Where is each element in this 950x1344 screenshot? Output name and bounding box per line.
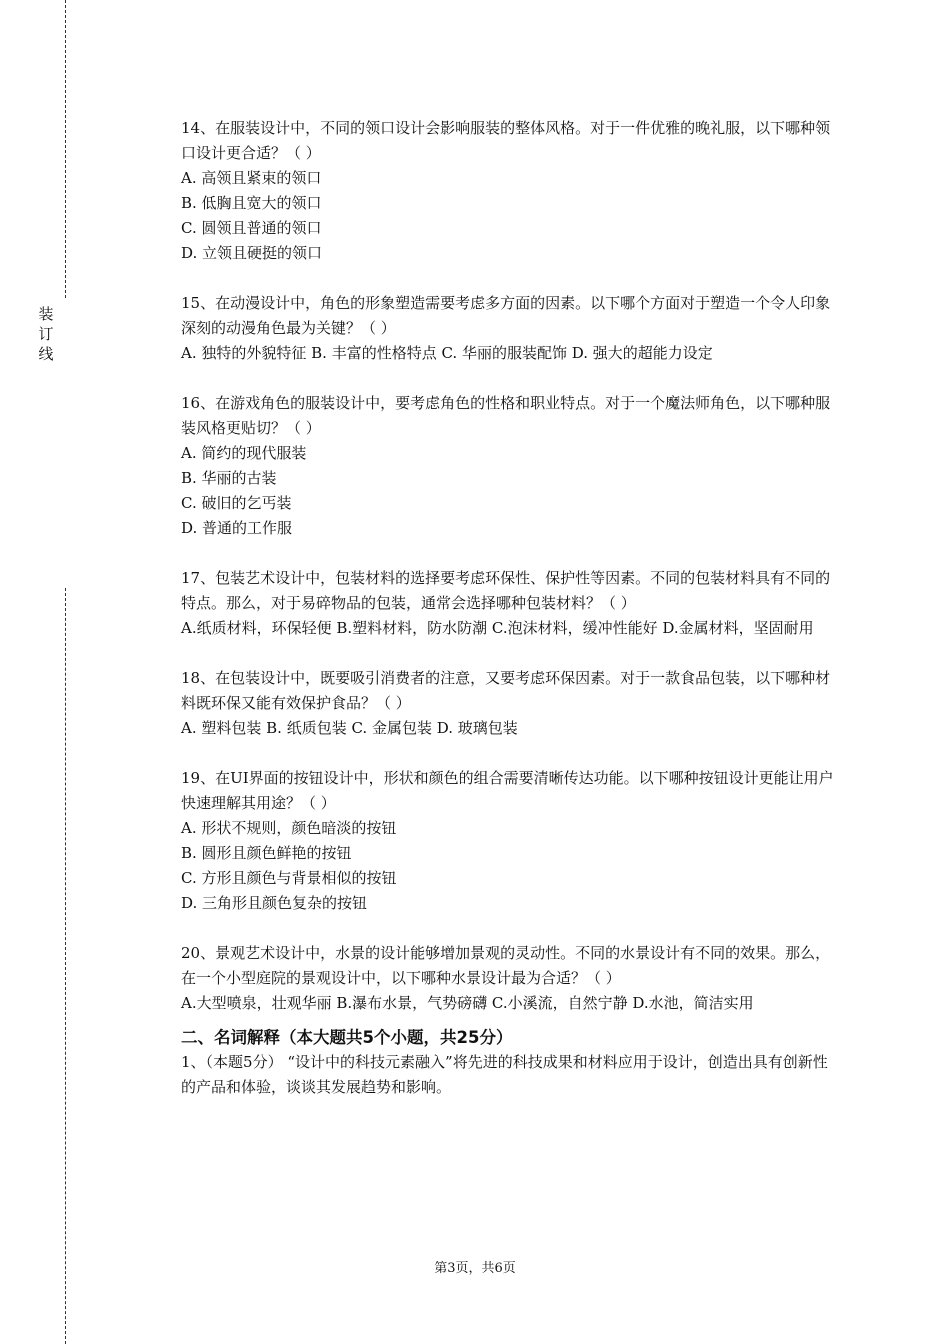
- option-b: B. 华丽的古装: [181, 469, 277, 487]
- option-b: B. 圆形且颜色鲜艳的按钮: [181, 844, 352, 862]
- section-title: 二、名词解释（本大题共5个小题，共25分）: [181, 1028, 513, 1047]
- question-stem: 18、在包装设计中，既要吸引消费者的注意，又要考虑环保因素。对于一款食品包装，以下哪种材料既环保又能有效保护食品？（ ）: [181, 669, 831, 712]
- question-15: [181, 291, 841, 366]
- binding-char: 线: [38, 345, 54, 363]
- option-a: A. 形状不规则，颜色暗淡的按钮: [181, 819, 397, 837]
- option-a: A. 简约的现代服装: [181, 444, 307, 462]
- exam-content: [181, 116, 841, 1100]
- question-stem: 15、在动漫设计中，角色的形象塑造需要考虑多方面的因素。以下哪个方面对于塑造一个令人印象深刻的动漫角色最为关键？（ ）: [181, 294, 831, 337]
- option-d: D. 立领且硬挺的领口: [181, 244, 323, 262]
- question-20: [181, 941, 841, 1016]
- option-a: A. 高领且紧束的领口: [181, 169, 322, 187]
- options-inline: A. 独特的外貌特征 B. 丰富的性格特点 C. 华丽的服装配饰 D. 强大的超能力设定: [181, 344, 713, 362]
- binding-dashed-line-top: [65, 0, 66, 298]
- binding-char: 订: [38, 325, 54, 343]
- question-stem: 20、景观艺术设计中，水景的设计能够增加景观的灵动性。不同的水景设计有不同的效果。那么，在一个小型庭院的景观设计中，以下哪种水景设计最为合适？（ ）: [181, 944, 831, 987]
- option-d: D. 普通的工作服: [181, 519, 293, 537]
- binding-dashed-line-bottom: [65, 588, 66, 1344]
- question-14: [181, 116, 841, 266]
- question-17: [181, 566, 841, 641]
- question-stem: 14、在服装设计中，不同的领口设计会影响服装的整体风格。对于一件优雅的晚礼服，以下哪种领口设计更合适？（ ）: [181, 119, 831, 162]
- options-inline: A.纸质材料，环保轻便 B.塑料材料，防水防潮 C.泡沫材料，缓冲性能好 D.金属材料，坚固耐用: [181, 619, 814, 637]
- short-answer-question-1: 1、（本题5分） “设计中的科技元素融入”将先进的科技成果和材料应用于设计，创造出具有创新性的产品和体验，谈谈其发展趋势和影响。: [181, 1053, 828, 1096]
- question-stem: 19、在UI界面的按钮设计中，形状和颜色的组合需要清晰传达功能。以下哪种按钮设计更能让用户快速理解其用途？（ ）: [181, 769, 834, 812]
- question-16: [181, 391, 841, 541]
- options-inline: A.大型喷泉，壮观华丽 B.瀑布水景，气势磅礴 C.小溪流，自然宁静 D.水池，简洁实用: [181, 994, 754, 1012]
- binding-label: [36, 304, 56, 364]
- option-c: C. 方形且颜色与背景相似的按钮: [181, 869, 397, 887]
- options-inline: A. 塑料包装 B. 纸质包装 C. 金属包装 D. 玻璃包装: [181, 719, 518, 737]
- question-19: [181, 766, 841, 916]
- question-stem: 16、在游戏角色的服装设计中，要考虑角色的性格和职业特点。对于一个魔法师角色，以下哪种服装风格更贴切？（ ）: [181, 394, 831, 437]
- option-c: C. 圆领且普通的领口: [181, 219, 322, 237]
- question-stem: 17、包装艺术设计中，包装材料的选择要考虑环保性、保护性等因素。不同的包装材料具有不同的特点。那么，对于易碎物品的包装，通常会选择哪种包装材料？（ ）: [181, 569, 831, 612]
- question-18: [181, 666, 841, 741]
- option-c: C. 破旧的乞丐装: [181, 494, 292, 512]
- option-b: B. 低胸且宽大的领口: [181, 194, 322, 212]
- page-number: 第3页，共6页: [434, 1261, 516, 1276]
- binding-char: 装: [38, 305, 54, 323]
- option-d: D. 三角形且颜色复杂的按钮: [181, 894, 368, 912]
